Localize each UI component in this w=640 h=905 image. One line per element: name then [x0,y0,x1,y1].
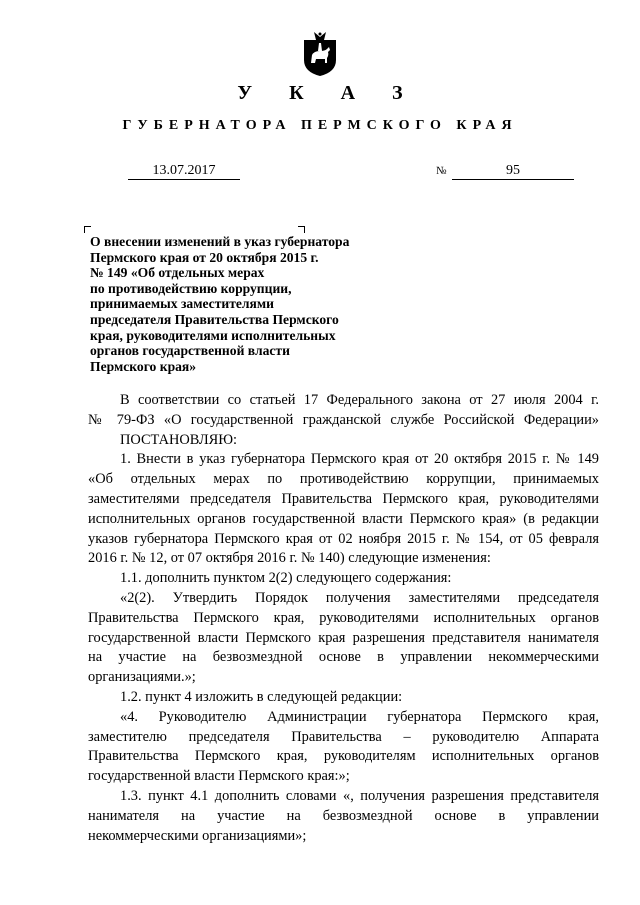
subject-line: края, руководителями исполнительных [90,327,336,343]
decree-word: ПОСТАНОВЛЯЮ: [120,431,238,448]
subject-line: Пермского края от 20 октября 2015 г. [90,249,319,265]
subject-line: № 149 «Об отдельных мерах [90,265,265,281]
document-number: 95 [452,162,574,180]
document-type-title: У К А З [237,82,419,104]
body-line: Правительства Пермского края, руководителям исполнительных органов [88,748,599,765]
number-label: № [436,165,447,177]
body-line: № 79-ФЗ «О государственной гражданской службе Российской Федерации» [88,411,599,428]
body-line: Правительства Пермского края, руководителями исполнительных органов [88,609,599,626]
body-line: государственной власти Пермского края разрешения представителя нанимателя [88,629,599,646]
subject-bracket-right [298,226,305,233]
body-line: нанимателя на участие на безвозмездной основе в управлении [88,807,599,824]
subject-line: принимаемых заместителями [90,296,275,312]
body-line: государственной власти Пермского края:»; [88,768,350,785]
document-number-field [436,162,574,180]
body-line: заместителями председателя Правительства Пермского края, руководителями [88,490,599,507]
document-date: 13.07.2017 [128,162,240,180]
body-line: 1.1. дополнить пунктом 2(2) следующего содержания: [120,570,452,587]
body-line: организациями.»; [88,669,196,686]
body-line: «2(2). Утвердить Порядок получения заместителями председателя [120,589,599,606]
document-body [88,391,599,846]
body-line: некоммерческими организациями»; [88,827,307,844]
body-line: 1.2. пункт 4 изложить в следующей редакции: [120,688,403,705]
body-line: заместителю председателя Правительства – руководителю Аппарата [88,728,599,745]
body-line: «Об отдельных мерах по противодействию коррупции, принимаемых [88,471,599,488]
issuer-title: ГУБЕРНАТОРА ПЕРМСКОГО КРАЯ [122,118,518,133]
coat-of-arms-icon [300,30,340,78]
body-line: на участие на безвозмездной основе в управлении некоммерческими [88,649,599,666]
subject-line: Пермского края» [90,358,197,374]
body-line: «4. Руководителю Администрации губернатора Пермского края, [120,708,599,725]
subject-line: по противодействию коррупции, [90,280,292,296]
body-line: 1.3. пункт 4.1 дополнить словами «, получения разрешения представителя [120,787,599,804]
body-line: В соответствии со статьей 17 Федерального закона от 27 июля 2004 г. [120,392,599,408]
subject-line: председателя Правительства Пермского [90,311,339,327]
subject-line: О внесении изменений в указ губернатора [90,234,350,249]
body-line: указов губернатора Пермского края от 02 ноября 2015 г. № 154, от 05 февраля [88,530,599,547]
body-line: 2016 г. № 12, от 07 октября 2016 г. № 140) следующие изменения: [88,550,491,567]
body-line: 1. Внести в указ губернатора Пермского края от 20 октября 2015 г. № 149 [120,451,599,468]
subject-line: органов государственной власти [90,343,290,359]
subject-bracket-left [84,226,91,233]
body-line: исполнительных органов государственной власти Пермского края» (в редакции [88,510,599,527]
document-subject [90,234,390,374]
